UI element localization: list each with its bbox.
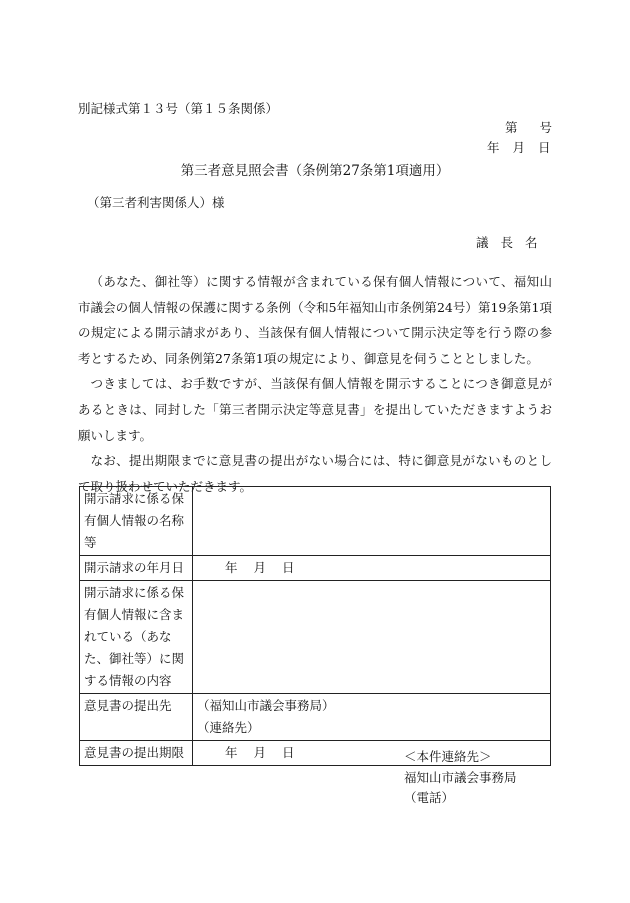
info-table xyxy=(79,486,551,766)
table-label-deadline: 意見書の提出期限 xyxy=(80,741,193,766)
table-row xyxy=(80,556,551,581)
body-paragraph-3: なお、提出期限までに意見書の提出がない場合には、特に御意見がないものとして取り扱わせていただきます。 xyxy=(78,453,552,494)
contact-phone: （電話） xyxy=(404,790,455,805)
table-value-request-date xyxy=(193,556,551,581)
contact-block xyxy=(404,747,517,809)
table-label-info-content: 開示請求に係る保有個人情報に含まれている（あなた、御社等）に関する情報の内容 xyxy=(80,581,193,694)
table-label-submit-to: 意見書の提出先 xyxy=(80,694,193,741)
body-paragraph-1: （あなた、御社等）に関する情報が含まれている保有個人情報について、福知山市議会の個人情報の保護に関する条例（令和5年福知山市条例第24号）第19条第1項の規定による開示請求があり、当該保有個人情報について開示決定等を行う際の参考とするため、同条例第27条第1項の規定により、御意見を伺うこととしました。 xyxy=(78,274,552,366)
table-label-request-date: 開示請求の年月日 xyxy=(80,556,193,581)
table-row xyxy=(80,487,551,556)
table-label-info-name: 開示請求に係る保有個人情報の名称等 xyxy=(80,487,193,556)
document-number: 第 号 xyxy=(505,120,552,135)
contact-heading: ＜本件連絡先＞ xyxy=(404,749,492,764)
form-number: 別記様式第１３号（第１５条関係） xyxy=(78,101,279,116)
document-title: 第三者意見照会書（条例第27条第1項適用） xyxy=(180,163,450,179)
contact-office: 福知山市議会事務局 xyxy=(404,769,517,785)
deadline-text: 年 月 日 xyxy=(225,745,295,760)
sender-name: 議長名 xyxy=(476,235,550,250)
table-row xyxy=(80,694,551,741)
issue-date: 年 月 日 xyxy=(487,140,551,155)
submit-to-contact: （連絡先） xyxy=(197,720,260,735)
submit-to-office: （福知山市議会事務局） xyxy=(197,698,335,713)
table-value-submit-to xyxy=(193,694,551,741)
addressee: （第三者利害関係人）様 xyxy=(87,195,225,210)
body-text xyxy=(78,269,552,499)
table-value-info-name xyxy=(193,487,551,556)
table-row xyxy=(80,581,551,694)
table-value-info-content xyxy=(193,581,551,694)
body-paragraph-2: つきましては、お手数ですが、当該保有個人情報を開示することにつき御意見があるときは、同封した「第三者開示決定等意見書」を提出していただきますようお願いします。 xyxy=(78,376,552,443)
request-date-text: 年 月 日 xyxy=(225,560,295,575)
